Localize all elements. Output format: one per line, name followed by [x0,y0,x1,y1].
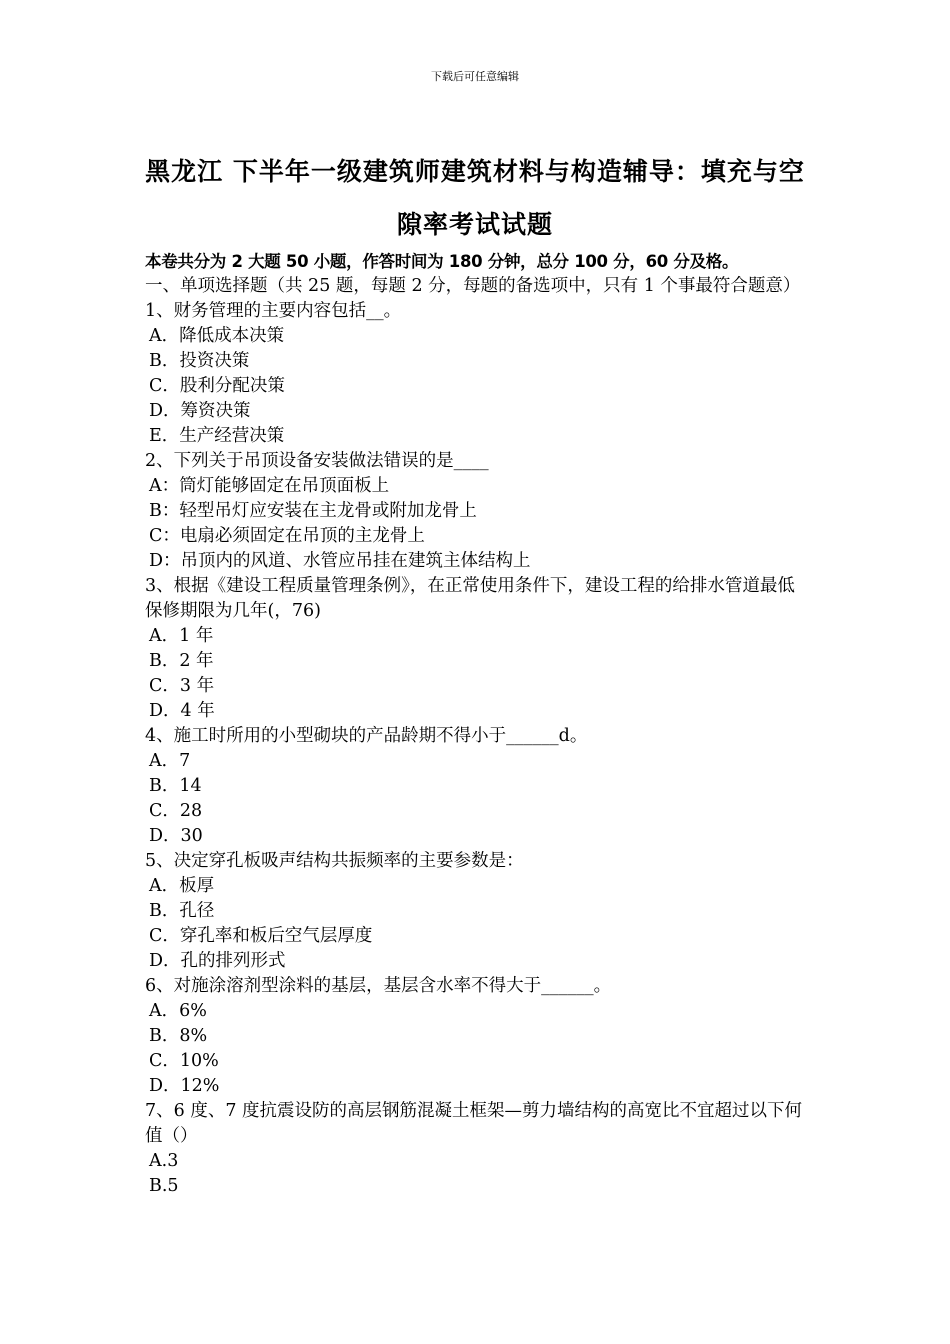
page-header: 下载后可任意编辑 [431,70,519,83]
option: D．4 年 [149,701,215,721]
question-stem: 1、财务管理的主要内容包括__。 [145,301,402,321]
option: C．穿孔率和板后空气层厚度 [149,926,373,946]
question-2 [145,449,810,574]
question-6 [145,974,810,1099]
question-stem: 4、施工时所用的小型砌块的产品龄期不得小于______d。 [145,726,588,746]
option: D：吊顶内的风道、水管应吊挂在建筑主体结构上 [149,551,531,571]
option: D．筹资决策 [149,401,251,421]
option: A．板厚 [149,876,215,896]
question-3 [145,574,810,724]
question-4 [145,724,810,849]
option: C．股利分配决策 [149,376,285,396]
option: D．30 [149,826,203,846]
title-line-2: 隙率考试试题 [396,210,553,239]
option: A．降低成本决策 [149,326,285,346]
option: A．7 [149,751,191,771]
exam-body [145,249,810,1199]
exam-summary: 本卷共分为 2 大题 50 小题，作答时间为 180 分钟，总分 100 分，60 分及格。 [145,252,739,271]
question-stem: 3、根据《建设工程质量管理条例》，在正常使用条件下，建设工程的给排水管道最低保修期限为几年(，76) [145,576,795,621]
option: A：筒灯能够固定在吊顶面板上 [149,476,390,496]
option: C：电扇必须固定在吊顶的主龙骨上 [149,526,425,546]
option: B.5 [149,1176,179,1196]
option: A．6% [149,1001,207,1021]
option: B．2 年 [149,651,214,671]
option: B．8% [149,1026,208,1046]
section-heading: 一、单项选择题（共 25 题，每题 2 分，每题的备选项中，只有 1 个事最符合题意） [145,276,801,296]
option: B．投资决策 [149,351,250,371]
title-line-1: 黑龙江 下半年一级建筑师建筑材料与构造辅导：填充与空 [145,157,805,186]
question-1 [145,299,810,449]
option: C．28 [149,801,203,821]
option: C．3 年 [149,676,215,696]
option: A．1 年 [149,626,214,646]
question-5 [145,849,810,974]
option: A.3 [149,1151,179,1171]
question-stem: 2、下列关于吊顶设备安装做法错误的是____ [145,451,489,471]
question-stem: 7、6 度、7 度抗震设防的高层钢筋混凝土框架—剪力墙结构的高宽比不宜超过以下何值（） [145,1101,803,1146]
option: B．孔径 [149,901,215,921]
question-stem: 5、决定穿孔板吸声结构共振频率的主要参数是： [145,851,524,871]
option: B．14 [149,776,202,796]
option: D．12% [149,1076,220,1096]
option: D．孔的排列形式 [149,951,286,971]
option: B：轻型吊灯应安装在主龙骨或附加龙骨上 [149,501,477,521]
question-stem: 6、对施涂溶剂型涂料的基层，基层含水率不得大于______。 [145,976,612,996]
option: C．10% [149,1051,219,1071]
option: E．生产经营决策 [149,426,285,446]
question-7 [145,1099,810,1199]
